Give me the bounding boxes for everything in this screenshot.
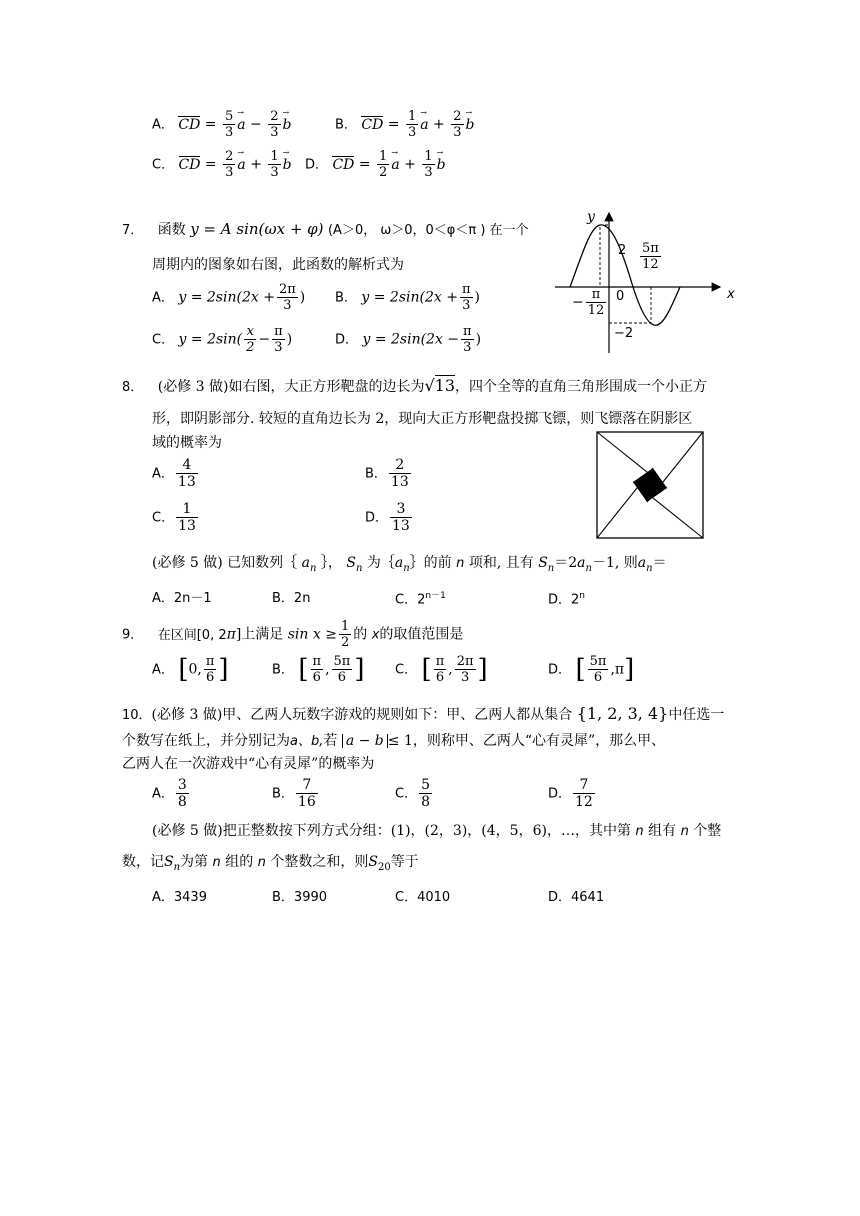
square-target-figure xyxy=(595,430,705,540)
vector-cd: CD xyxy=(178,156,201,173)
q6-option-d[interactable]: D． CD = $\frac{1}{2}$ a → + $\frac{1}{3}$ b → xyxy=(305,150,446,179)
q7-stem-line2: 周期内的图象如右图，此函数的解析式为 xyxy=(152,257,404,273)
shaded-square xyxy=(633,468,667,502)
q10-stem-line2: 个数写在纸上，并分别记为a、b,若 a − b ≤ 1，则称甲、乙两人“心有灵犀”，那么甲、 xyxy=(122,733,666,749)
q8-option-b[interactable]: B． $\frac{2}{13}$ xyxy=(365,457,409,490)
vector-cd: CD xyxy=(178,116,201,133)
q10-alt-option-a[interactable]: A．3439 xyxy=(152,890,207,905)
q10-stem-line1: 10．(必修 3 做)甲、乙两人玩数字游戏的规则如下：甲、乙两人都从集合 {1, 2, 3, 4}中任选一 xyxy=(122,704,725,723)
q10-alt-line1: (必修 5 做)把正整数按下列方式分组：(1)，(2，3)，(4，5，6)，…，其中第 n 组有 n 个整 xyxy=(152,823,722,839)
q9-option-d[interactable]: D． [ $\frac{5\pi}{6}$ ,π] xyxy=(548,654,635,685)
q8-option-c[interactable]: C． $\frac{1}{13}$ xyxy=(152,501,196,534)
q8-alt-option-b[interactable]: B．2n xyxy=(272,591,311,606)
graph-max-label: 2 xyxy=(618,243,627,258)
q10-option-a[interactable]: A． $\frac{3}{8}$ xyxy=(152,777,187,810)
q6-option-a[interactable]: A． CD = $\frac{5}{3}$ a → − $\frac{2}{3}$ b → xyxy=(152,110,291,139)
q10-alt-option-b[interactable]: B．3990 xyxy=(272,890,328,905)
q9-option-c[interactable]: C． [ $\frac{\pi}{6}$ , $\frac{2\pi}{3}$ ] xyxy=(395,654,488,685)
q7-option-b[interactable]: B． y = 2sin(2x + $\frac{\pi}{3}$ ) xyxy=(335,282,480,313)
q10-stem-line3: 乙两人在一次游戏中“心有灵犀”的概率为 xyxy=(122,756,375,772)
q10-alt-line2: 数，记$S_n$为第 n 组的 n 个整数之和，则$S_{20}$等于 xyxy=(122,854,419,873)
graph-y-label: y xyxy=(587,209,595,225)
q8-stem-line3: 域的概率为 xyxy=(152,435,222,451)
q8-option-d[interactable]: D． $\frac{3}{13}$ xyxy=(365,501,410,534)
q6-option-c[interactable]: C． CD = $\frac{2}{3}$ a → + $\frac{1}{3}$ b → xyxy=(152,150,292,179)
q9-option-b[interactable]: B． [ $\frac{\pi}{6}$ , $\frac{5\pi}{6}$ ] xyxy=(272,654,365,685)
q10-option-b[interactable]: B． $\frac{7}{16}$ xyxy=(272,777,316,810)
q10-alt-option-c[interactable]: C．4010 xyxy=(395,890,451,905)
q7-option-c[interactable]: C． y = 2sin( $\frac{x}{2}$ − $\frac{\pi}{3}$ ) xyxy=(152,324,293,355)
q9-option-a[interactable]: A． [0, $\frac{\pi}{6}$ ] xyxy=(152,654,229,685)
q8-alt-stem: (必修 5 做) 已知数列｛ $a_n$ ｝， $S_n$ 为$\{a_n\}$的前 n 项和, 且有 $S_n=2a_n-1$, 则$a_n=$ xyxy=(152,555,667,574)
q10-option-d[interactable]: D． $\frac{7}{12}$ xyxy=(548,777,593,810)
q8-stem-line1: 8． (必修 3 做)如右图，大正方形靶盘的边长为√13，四个全等的直角三角形围成一个小正方 xyxy=(122,376,708,395)
sine-graph xyxy=(550,205,740,360)
vector-cd: CD xyxy=(361,116,384,133)
q8-alt-option-c[interactable]: C．$2^{n-1}$ xyxy=(395,591,446,608)
q10-alt-option-d[interactable]: D．4641 xyxy=(548,890,605,905)
graph-left-label: − $\frac{\pi}{12}$ xyxy=(572,287,605,318)
graph-right-label: $\frac{5\pi}{12}$ xyxy=(642,241,659,272)
q8-stem-line2: 形，即阴影部分. 较短的直角边长为 2，现向大正方形靶盘投掷飞镖，则飞镖落在阴影区 xyxy=(152,411,693,427)
q8-alt-option-a[interactable]: A．2n－1 xyxy=(152,591,212,606)
q8-option-a[interactable]: A． $\frac{4}{13}$ xyxy=(152,457,196,490)
q8-alt-option-d[interactable]: D．2$^n$ xyxy=(548,591,586,608)
q7-option-d[interactable]: D． y = 2sin(2x − $\frac{\pi}{3}$ ) xyxy=(335,324,482,355)
q6-option-b[interactable]: B． CD = $\frac{1}{3}$ a → + $\frac{2}{3}$ b → xyxy=(335,110,474,139)
vector-cd: CD xyxy=(332,156,355,173)
q7-stem-line1: 7． 函数 y = A sin(ωx + φ) (A＞0， ω＞0，0＜φ＜π ) 在一个 xyxy=(122,220,529,238)
graph-min-label: −2 xyxy=(614,326,634,341)
q10-option-c[interactable]: C． $\frac{5}{8}$ xyxy=(395,777,430,810)
q9-stem: 9． 在区间[0, 2π]上满足 sin x ≥ $\frac{1}{2}$ 的 x的取值范围是 xyxy=(122,619,464,650)
q7-option-a[interactable]: A． y = 2sin(2x + $\frac{2\pi}{3}$ ) xyxy=(152,282,306,313)
graph-x-label: x xyxy=(727,287,735,302)
graph-origin: 0 xyxy=(616,289,625,304)
